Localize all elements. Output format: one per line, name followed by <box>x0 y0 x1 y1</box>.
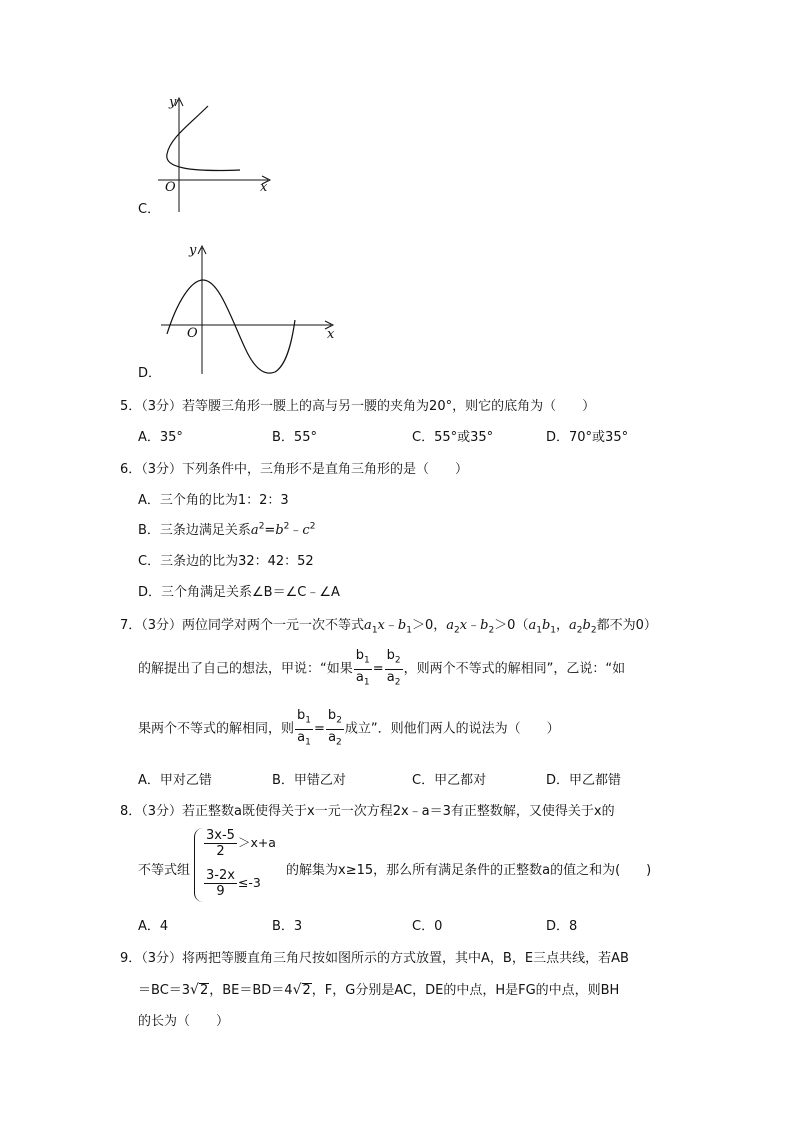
inequality-2 <box>203 868 261 899</box>
q6-stem: 6．（3分）下列条件中，三角形不是直角三角形的是（ ） <box>120 462 469 477</box>
q7-option-c: C．甲乙都对 <box>412 773 487 788</box>
q7-option-d: D．甲乙都错 <box>546 773 622 788</box>
q9-line1: 9．（3分）将两把等腰直角三角尺按如图所示的方式放置，其中A，B，E三点共线，若AB <box>120 951 629 966</box>
inequality-1 <box>203 828 276 859</box>
graph-option-c <box>150 92 280 214</box>
q5-option-d: D．70°或35° <box>546 430 629 445</box>
q7-line3-suffix: 成立”．则他们两人的说法为（ ） <box>344 721 560 737</box>
ineq2-numerator: 3-2x <box>206 868 235 883</box>
ineq2-rhs: ≤-3 <box>237 875 261 890</box>
q7-line2-suffix: ，则两个不等式的解相同”，乙说：“如 <box>403 661 626 677</box>
q8-line2-suffix: 的解集为x≥15，那么所有满足条件的正整数a的值之和为( ) <box>286 863 652 878</box>
option-d-label: D． <box>138 366 162 381</box>
q5-option-c: C．55°或35° <box>412 430 494 445</box>
q9-line3: 的长为（ ） <box>138 1014 230 1029</box>
q9-line2-mid: ，BE＝BD＝4 <box>209 983 293 998</box>
q9-line2-prefix: ＝BC＝3 <box>138 983 191 998</box>
ineq1-denominator: 2 <box>216 844 225 859</box>
q8-option-a: A．4 <box>138 919 169 934</box>
q7-stem: 7．（3分）两位同学对两个一元一次不等式$a_1x﹣b_1>0$，$a_2x﹣b_2>0(a_1b_1$，$a_2b_2$都不为0） <box>120 618 657 636</box>
q7-option-a: A．甲对乙错 <box>138 773 212 788</box>
q8-option-b: B．3 <box>272 919 303 934</box>
sqrt-value-1: 2 <box>199 983 209 998</box>
option-c-label: C． <box>138 202 161 217</box>
sqrt-value-2: 2 <box>302 983 311 998</box>
q7-line3: 果两个不等式的解相同，则 $\frac{b_1}{a_1}$ = $\frac{b_2}{a_2}$ 成立”．则他们两人的说法为（ ） <box>138 708 560 748</box>
graph-option-d <box>155 238 345 378</box>
q6-option-b-text: B．三条边满足关系 <box>138 523 251 538</box>
q8-option-d: D．8 <box>546 919 578 934</box>
q7-line2-prefix: 的解提出了自己的想法，甲说：“如果 <box>138 661 353 677</box>
q7-line3-prefix: 果两个不等式的解相同，则 <box>138 721 295 737</box>
q8-stem: 8．（3分）若正整数a既使得关于x一元一次方程2x﹣a＝3有正整数解，又使得关于x的 <box>120 804 615 819</box>
origin-label: O <box>165 180 176 195</box>
q6-option-d: D．三个角满足关系∠B＝∠C﹣∠A <box>138 585 340 600</box>
ineq1-numerator: 3x-5 <box>206 828 235 843</box>
q5-option-a: A．35° <box>138 430 183 445</box>
y-label: y <box>169 95 177 110</box>
q7-stem-suffix: 都不为0） <box>596 618 657 633</box>
curve-c <box>167 106 240 170</box>
q6-option-b: B．三条边满足关系$a^2=b^2﹣c^2$ <box>138 521 316 538</box>
q8-option-c: C．0 <box>412 919 443 934</box>
system-brace <box>194 828 203 902</box>
q5-stem: 5．（3分）若等腰三角形一腰上的高与另一腰的夹角为20°，则它的底角为（ ） <box>120 399 596 414</box>
q7-option-b: B．甲错乙对 <box>272 773 346 788</box>
q5-option-b: B．55° <box>272 430 317 445</box>
q7-line2: 的解提出了自己的想法，甲说：“如果 $\frac{b_1}{a_1}$ = $\frac{b_2}{a_2}$ ，则两个不等式的解相同”，乙说：“如 <box>138 648 626 688</box>
y-label: y <box>189 243 197 258</box>
q9-line2: ＝BC＝3√2，BE＝BD＝4√2，F，G分别是AC，DE的中点，H是FG的中点，则BH <box>138 982 620 998</box>
q8-line2-prefix: 不等式组 <box>138 863 191 878</box>
q9-line2-suffix: ，F，G分别是AC，DE的中点，H是FG的中点，则BH <box>311 983 620 998</box>
ineq2-denominator: 9 <box>216 884 225 899</box>
x-label: x <box>260 180 268 195</box>
q6-option-c: C．三条边的比为32：42：52 <box>138 554 314 569</box>
q6-option-a: A．三个角的比为1：2：3 <box>138 493 289 508</box>
ineq1-rhs: ＞x+a <box>237 835 276 850</box>
x-label: x <box>327 327 335 342</box>
origin-label: O <box>187 326 198 341</box>
q7-stem-text: 7．（3分）两位同学对两个一元一次不等式 <box>120 618 365 633</box>
